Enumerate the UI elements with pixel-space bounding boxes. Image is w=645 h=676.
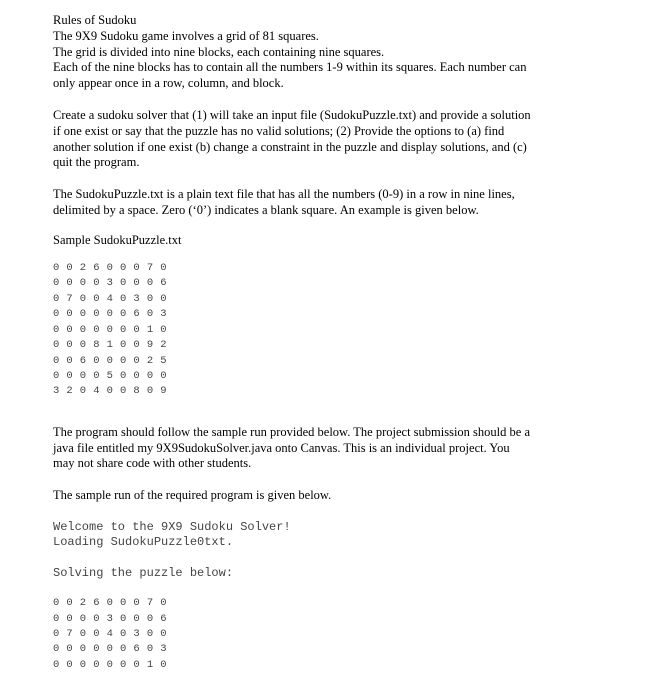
sample-row: 0 0 0 0 3 0 0 0 6 [53, 277, 167, 290]
rules-line-3: Each of the nine blocks has to contain all the numbers 1-9 within its squares. Each number can [53, 60, 527, 75]
submission-line-3: may not share code with other students. [53, 456, 252, 471]
console-welcome: Welcome to the 9X9 Sudoku Solver! [53, 519, 291, 534]
console-row: 0 0 2 6 0 0 0 7 0 [53, 597, 167, 610]
sample-row: 3 2 0 4 0 0 8 0 9 [53, 385, 167, 398]
sample-row: 0 7 0 0 4 0 3 0 0 [53, 292, 167, 305]
sample-row: 0 0 0 0 5 0 0 0 0 [53, 369, 167, 382]
task-line-2: if one exist or say that the puzzle has no valid solutions; (2) Provide the options to (a) find [53, 123, 505, 138]
format-line-2: delimited by a space. Zero (‘0’) indicates a blank square. An example is given below. [53, 202, 479, 217]
rules-line-1: The 9X9 Sudoku game involves a grid of 81 squares. [53, 28, 319, 43]
console-row: 0 0 0 0 0 0 0 1 0 [53, 658, 167, 671]
console-row: 0 0 0 0 3 0 0 0 6 [53, 612, 167, 625]
sample-grid [53, 261, 593, 400]
console-row: 0 7 0 0 4 0 3 0 0 [53, 627, 167, 640]
console-solving: Solving the puzzle below: [53, 565, 234, 580]
sample-row: 0 0 6 0 0 0 0 2 5 [53, 354, 167, 367]
rules-title: Rules of Sudoku [53, 13, 137, 27]
task-line-1: Create a sudoku solver that (1) will take an input file (SudokuPuzzle.txt) and provide a solution [53, 107, 531, 122]
sample-row: 0 0 0 0 0 0 6 0 3 [53, 308, 167, 321]
console-loading: Loading SudokuPuzzle0txt. [53, 535, 234, 550]
task-line-4: quit the program. [53, 155, 140, 170]
rules-line-4: only appear once in a row, column, and block. [53, 76, 284, 91]
format-line-1: The SudokuPuzzle.txt is a plain text file that has all the numbers (0-9) in a row in nine lines, [53, 187, 515, 202]
rules-line-2: The grid is divided into nine blocks, each containing nine squares. [53, 44, 385, 59]
task-line-3: another solution if one exist (b) change a constraint in the puzzle and display solutions, and (c) [53, 139, 527, 154]
sample-title: Sample SudokuPuzzle.txt [53, 232, 182, 247]
console-grid [53, 596, 593, 673]
submission-line-2: java file entitled my 9X9SudokuSolver.java onto Canvas. This is an individual project. You [53, 440, 510, 455]
sample-row: 0 0 0 8 1 0 0 9 2 [53, 339, 167, 352]
sample-row: 0 0 2 6 0 0 0 7 0 [53, 262, 167, 275]
submission-line-1: The program should follow the sample run provided below. The project submission should be a [53, 424, 530, 439]
console-row: 0 0 0 0 0 0 6 0 3 [53, 643, 167, 656]
sample-run-intro: The sample run of the required program is given below. [53, 488, 332, 503]
document-page [53, 13, 593, 673]
sample-row: 0 0 0 0 0 0 0 1 0 [53, 323, 167, 336]
